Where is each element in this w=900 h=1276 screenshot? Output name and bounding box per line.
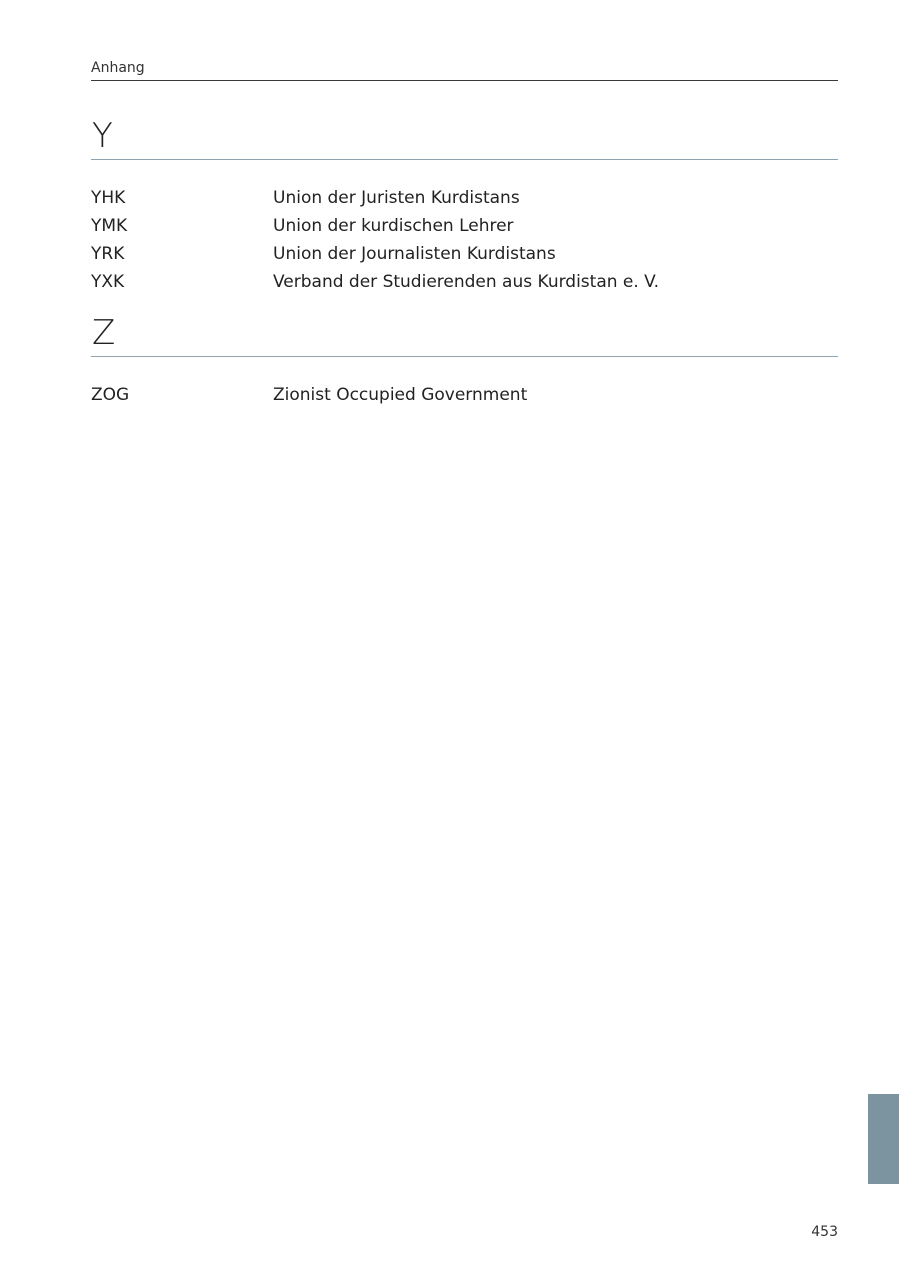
abbreviation: YMK [91, 216, 128, 236]
definition: Union der Juristen Kurdistans [273, 188, 520, 208]
list-item [91, 212, 838, 240]
definition: Union der kurdischen Lehrer [273, 216, 514, 236]
abbreviation: YHK [91, 188, 126, 208]
abbreviation: YRK [91, 244, 125, 264]
section-z [91, 313, 838, 409]
list-item [91, 240, 838, 268]
abbreviation: YXK [91, 272, 125, 292]
definition: Verband der Studierenden aus Kurdistan e. V. [273, 272, 660, 292]
definition: Zionist Occupied Government [273, 385, 528, 405]
section-letter: Z [91, 313, 838, 357]
running-header [91, 57, 838, 81]
abbreviation: ZOG [91, 385, 130, 405]
page-number: 453 [811, 1224, 838, 1240]
section-y [91, 116, 838, 296]
chapter-thumb-tab [868, 1094, 899, 1184]
running-header-title: Anhang [91, 60, 145, 76]
list-item [91, 381, 838, 409]
list-item [91, 268, 838, 296]
abbreviation-list [91, 381, 838, 409]
abbreviation-list [91, 184, 838, 296]
list-item [91, 184, 838, 212]
section-letter: Y [91, 116, 838, 160]
definition: Union der Journalisten Kurdistans [273, 244, 556, 264]
